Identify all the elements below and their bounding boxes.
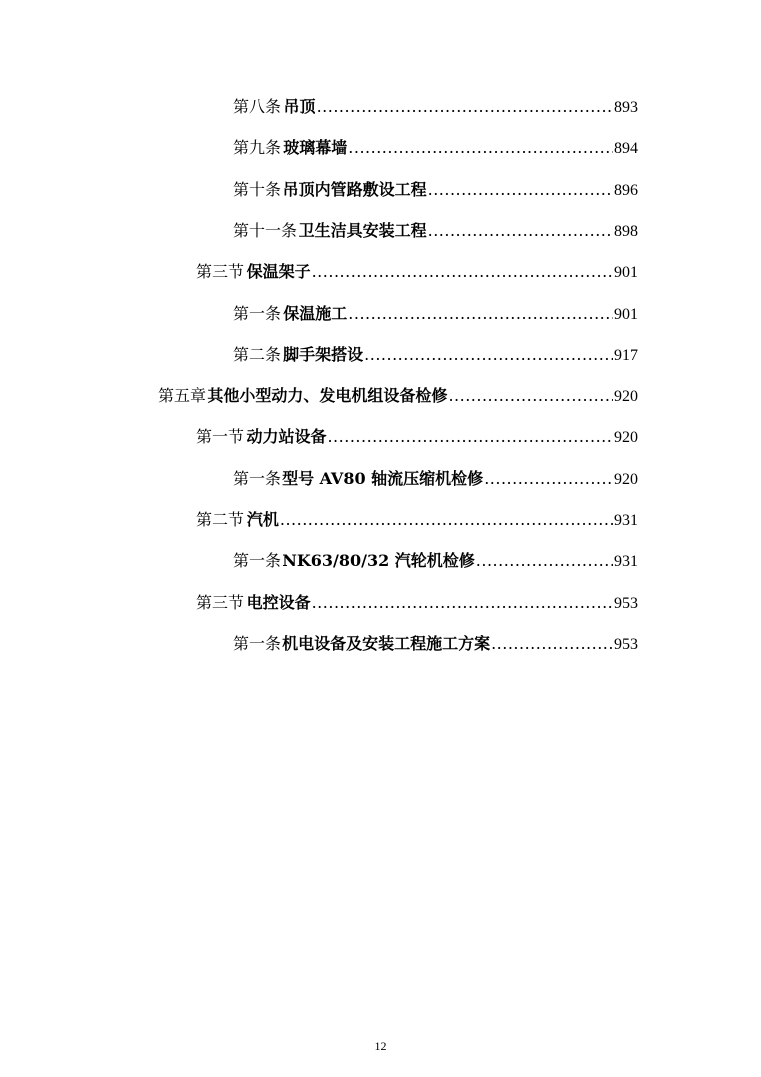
toc-entry-number: 第一条: [233, 633, 282, 653]
toc-entry-title: NK63/80/32 汽轮机检修: [282, 551, 475, 571]
toc-entry-number: 第十条: [233, 179, 282, 199]
toc-leader-dots: [476, 546, 613, 576]
toc-entry-title: 保温施工: [283, 303, 348, 323]
toc-leader-dots: [327, 422, 613, 452]
toc-entry-number: 第八条: [233, 97, 282, 116]
toc-entry-number: 第九条: [233, 138, 282, 158]
toc-leader-dots: [484, 464, 613, 494]
toc-entry-title: 卫生洁具安装工程: [298, 220, 427, 240]
page-number: 12: [374, 1039, 387, 1053]
toc-entry: [233, 464, 638, 494]
toc-leader-dots: [312, 257, 613, 287]
toc-entry-page: 894: [614, 140, 638, 158]
toc-entry-title: 玻璃幕墙: [283, 138, 348, 158]
toc-entry-number: 第十一条: [233, 220, 298, 240]
toc-leader-dots: [364, 340, 613, 370]
toc-leader-dots: [428, 216, 613, 246]
toc-entry-number: 第一节: [196, 427, 245, 447]
toc-leader-dots: [312, 588, 613, 618]
toc-entry-title: 其他小型动力、发电机组设备检修: [207, 386, 448, 406]
toc-entry-number: 第一条: [233, 468, 282, 488]
toc-entry-page: 953: [614, 635, 638, 653]
toc-leader-dots: [428, 175, 613, 205]
toc-entry: [233, 299, 638, 329]
toc-entry-title: 动力站设备: [246, 427, 327, 447]
toc-leader-dots: [491, 629, 613, 659]
toc-entry-page: 920: [614, 470, 638, 488]
toc-entry: [233, 92, 638, 122]
toc-entry-page: 920: [614, 388, 638, 406]
toc-entry: [233, 629, 638, 659]
toc-entry-page: 901: [614, 305, 638, 323]
toc-entry-page: 893: [614, 99, 638, 116]
toc-entry-title: 电控设备: [246, 592, 311, 612]
toc-entry-number: 第一条: [233, 551, 282, 571]
toc-leader-dots: [280, 505, 613, 535]
toc-entry-number: 第一条: [233, 303, 282, 323]
toc-entry-page: 953: [614, 594, 638, 612]
toc-leader-dots: [317, 92, 613, 122]
toc-leader-dots: [448, 381, 613, 411]
toc-entry: [233, 175, 638, 205]
toc-entry-title: 机电设备及安装工程施工方案: [282, 633, 491, 653]
toc-entry-number: 第三节: [196, 592, 245, 612]
toc-entry-number: 第二节: [196, 510, 245, 529]
toc-entry: [196, 505, 638, 535]
toc-entry-title: 吊顶内管路敷设工程: [282, 179, 427, 199]
toc-entry-title: 汽机: [246, 510, 279, 529]
toc-entry-title: 吊顶: [283, 97, 316, 116]
toc-entry: [158, 381, 638, 411]
toc-entry-title: 型号 AV80 轴流压缩机检修: [282, 468, 484, 488]
toc-entry-page: 901: [614, 264, 638, 282]
toc-entry: [233, 546, 638, 576]
toc-entry-page: 917: [614, 346, 638, 364]
toc-entry-page: 931: [614, 553, 638, 571]
toc-entry-number: 第三节: [196, 262, 245, 282]
toc-entry-page: 898: [614, 222, 638, 240]
toc-entry-number: 第二条: [233, 344, 282, 364]
toc-leader-dots: [348, 299, 613, 329]
toc-entry-page: 920: [614, 429, 638, 447]
toc-leader-dots: [348, 133, 613, 163]
toc-entry: [233, 133, 638, 163]
toc-entry: [196, 257, 638, 287]
toc-entry-page: 896: [614, 181, 638, 199]
toc-entry: [196, 588, 638, 618]
toc-entry-title: 保温架子: [246, 262, 311, 282]
toc-entry-page: 931: [614, 512, 638, 529]
toc-entry-title: 脚手架搭设: [283, 344, 364, 364]
toc-entry-number: 第五章: [158, 386, 207, 406]
toc-entry: [233, 216, 638, 246]
toc-entry: [196, 422, 638, 452]
toc-entry: [233, 340, 638, 370]
